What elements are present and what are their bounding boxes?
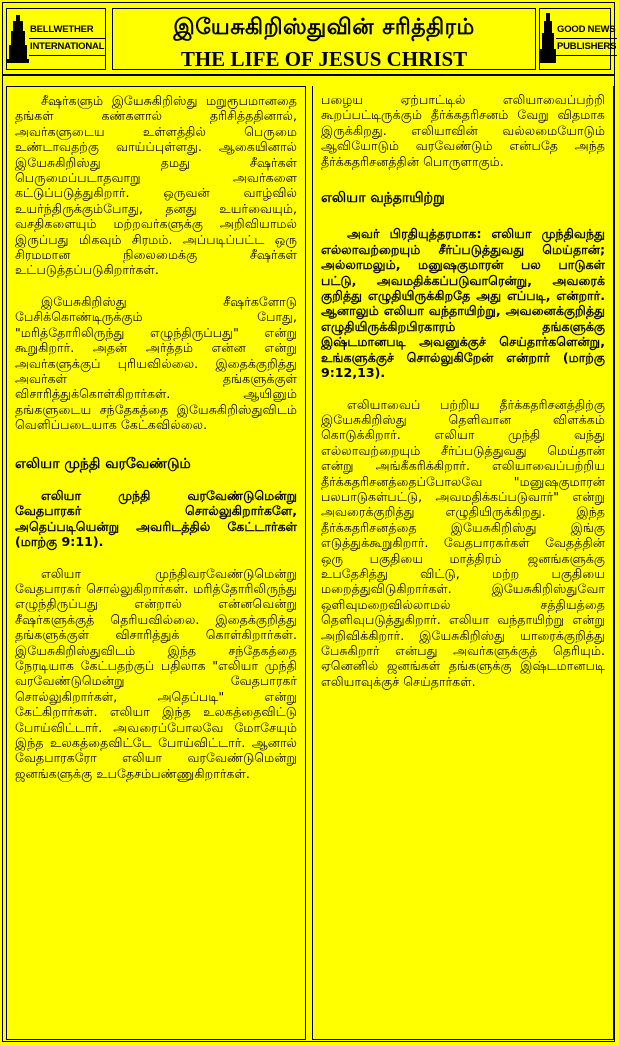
page-title-english: THE LIFE OF JESUS CHRIST	[180, 47, 468, 71]
right-paragraph-1: பழைய ஏற்பாட்டில் எலியாவைப்பற்றி கூறப்பட்டிருக்கும் தீர்க்கதரிசனம் வேறு விதமாக இருக்கிறது. எலியாவின் வல்லமையோடும் ஆவியோடும் வரவேண்டும் என்பதே அந்த தீர்க்கதரிசனத்தின் பொருளாகும்.	[321, 92, 605, 169]
right-logo-line2: PUBLISHERS	[556, 39, 617, 56]
good-news-logo	[539, 8, 617, 70]
bellwether-logo	[6, 8, 106, 70]
tower-icon	[540, 13, 556, 65]
bellwether-sheep-icon	[7, 13, 29, 65]
right-column	[312, 86, 614, 1040]
right-paragraph-2: எலியாவைப் பற்றிய தீர்க்கதரிசனத்திற்கு இயேசுகிறிஸ்து தெளிவான விளக்கம் கொடுக்கிறார். எலியா முந்தி வந்து எல்லாவற்றையும் சீர்ப்படுத்துவது மெய்தான் என்று அங்கீகரிக்கிறார். எலியாவைப்பற்றிய தீர்க்கதரிசனத்தைப்போலவே "மனுஷகுமாரன் பலபாடுகள்பட்டு, அவமதிக்கப்படுவார்" என்று அவரைக்குறித்து எழுதியிருக்கிறது. இந்த தீர்க்கதரிசனத்தை இயேசுகிறிஸ்து இங்கு எடுத்துக்கூறுகிறார். வேதபாரகர்கள் வேதத்தின் ஒரு பகுதியை மாத்திரம் ஜனங்களுக்கு உபதேசித்து விட்டு, மற்ற பகுதியை மறைத்துவிடுகிறார்கள். இயேசுகிறிஸ்துவோ ஒளிவுமறைவில்லாமல் சத்தியத்தை தெளிவுபடுத்துகிறார். எலியா வந்தாயிற்று என்று அறிவிக்கிறார். இயேசுகிறிஸ்து யாரைக்குறித்து பேசுகிறார் என்பது அவர்களுக்குத் தெரியும். ஏனெனில் ஜனங்கள் தங்களுக்கு இஷ்டமானபடி எலியாவுக்குச் செய்தார்கள்.	[321, 396, 605, 689]
section-heading-elijah-first: எலியா முந்தி வரவேண்டும்	[15, 455, 191, 472]
left-logo-line2: INTERNATIONAL	[29, 39, 105, 56]
left-paragraph-2: இயேசுகிறிஸ்து சீஷர்களோடு பேசிக்கொண்டிருக்கும் போது, "மரித்தோரிலிருந்து எழுந்திருப்பது" என்று கூறுகிறார். அதன் அர்த்தம் என்ன என்று அவர்களுக்குப் புரியவில்லை. இதைக்குறித்து அவர்கள் தங்களுக்குள் விசாரித்துக்கொள்கிறார்கள். ஆயினும் தங்களுடைய சந்தேகத்தை இயேசுகிறிஸ்துவிடம் வெளிப்படையாக கேட்கவில்லை.	[15, 293, 297, 433]
scripture-mark-9-12-13: அவர் பிரதியுத்தரமாக: எலியா முந்திவந்து எல்லாவற்றையும் சீர்ப்படுத்துவது மெய்தான்; அல்லாமலும், மனுஷகுமாரன் பல பாடுகள் பட்டு, அவமதிக்கப்படுவாரென்று, அவரைக் குறித்து எழுதியிருக்கிறதே அது எப்படி, என்றார். ஆனாலும் எலியா வந்தாயிற்று, அவனைக்குறித்து எழுதியிருக்கிறபிரகாரம் தங்களுக்கு இஷ்டமானபடி அவனுக்குச் செய்தார்களென்று, உங்களுக்குச் சொல்லுகிறேன் என்றார் (மாற்கு 9:12,13).	[321, 226, 605, 381]
scripture-mark-9-11: எலியா முந்தி வரவேண்டுமென்று வேதபாரகர் சொல்லுகிறார்களே, அதெப்படியென்று அவரிடத்தில் கேட்டார்கள் (மாற்கு 9:11).	[15, 487, 297, 550]
section-heading-elijah-came: எலியா வந்தாயிற்று	[321, 190, 445, 207]
left-paragraph-3: எலியா முந்திவரவேண்டுமென்று வேதபாரகர் சொல்லுகிறார்கள். மரித்தோரிலிருந்து எழுந்திருப்பது என்றால் என்னவென்று சீஷர்களுக்குத் தெரியவில்லை. இதைக்குறித்து தங்களுக்குள் விசாரித்துக் கொள்கிறார்கள். இயேசுகிறிஸ்துவிடம் இந்த சந்தேகத்தை நேரடியாக கேட்பதற்குப் பதிலாக "எலியா முந்தி வரவேண்டுமென்று வேதபாரகர் சொல்லுகிறார்கள், அதெப்படி" என்று கேட்கிறார்கள். எலியா இந்த உலகத்தைவிட்டு போய்விட்டார். அவரைப்போலவே மோசேயும் இந்த உலகத்தைவிட்டே போய்விட்டார். ஆனால் வேதபாரகரோ எலியா வரவேண்டுமென்று ஜனங்களுக்கு உபதேசம்பண்ணுகிறார்கள்.	[15, 565, 297, 781]
title-box	[112, 8, 536, 70]
left-column	[6, 86, 306, 1040]
header	[2, 2, 615, 76]
right-logo-line1: GOOD NEWS	[556, 22, 617, 39]
page-title-tamil: இயேசுகிறிஸ்துவின் சரித்திரம்	[173, 15, 475, 40]
left-logo-line1: BELLWETHER	[29, 22, 105, 39]
left-paragraph-1: சீஷர்களும் இயேசுகிறிஸ்து மறுரூபமானதை தங்கள் கண்களால் தரிசித்ததினால், அவர்களுடைய உள்ளத்தில் பெருமை உண்டாவதற்கு வாய்ப்புள்ளது. ஆகையினால் இயேசுகிறிஸ்து தமது சீஷர்கள் பெருமைப்படாதவாறு அவர்களை கட்டுப்படுத்துகிறார். ஒருவன் வாழ்வில் உயர்ந்திருக்கும்போது, தனது உயர்வையும், வசதிகளையும் மற்றவர்களுக்கு அறிவியாமல் இருப்பது மிகவும் சிரமம். அப்படிப்பட்ட ஒரு சிரமமான நிலைமைக்கு சீஷர்கள் உட்படுத்தப்படுகிறார்கள்.	[15, 93, 297, 278]
